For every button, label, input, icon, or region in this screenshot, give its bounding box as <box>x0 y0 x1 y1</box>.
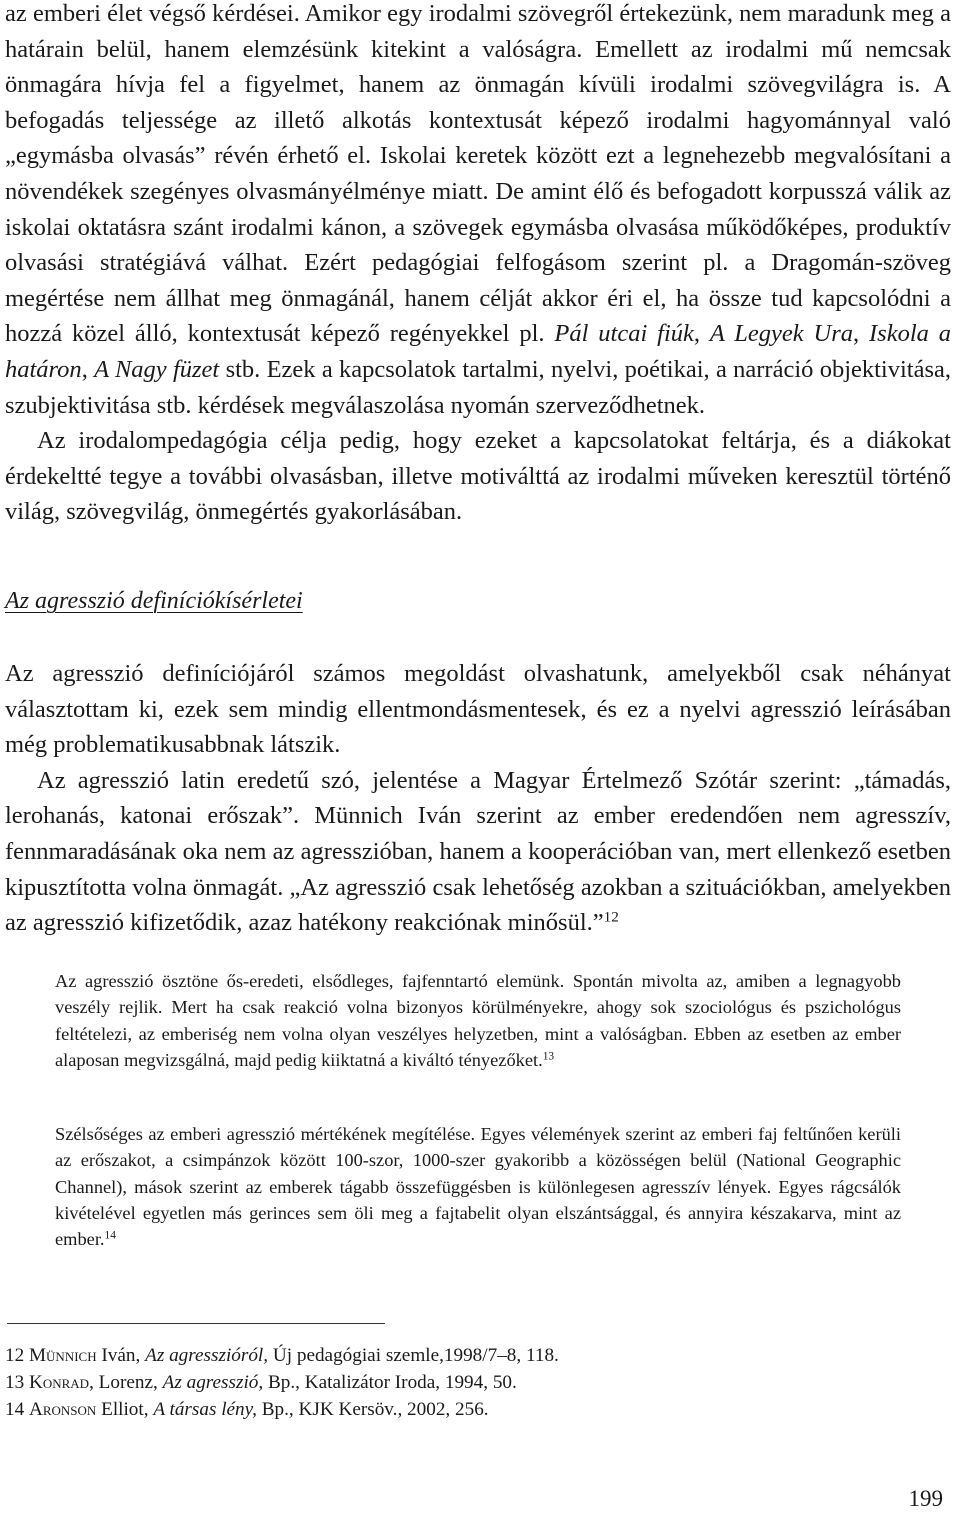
footnote-author-first: Iván, <box>101 1345 141 1366</box>
footnote-title: Az agresszió, <box>162 1372 264 1393</box>
book-title: Iskola a határon <box>5 320 952 383</box>
paragraph-3: Az agresszió definíciójáról számos megoldást olvashatunk, amelyekből csak néhányat választottam ki, ezek sem mindig ellentmondásmentesek, és ez a nyelvi agresszió leírásában még problematikusabbnak látszik. <box>5 660 951 759</box>
paragraph-1-tail: stb. Ezek a kapcsolatok tartalmi, nyelvi, poétikai, a narráció objektivitása, szubjektivitása stb. kérdések megválaszolása nyomán szerveződhetnek. <box>5 355 952 419</box>
paragraph-4-text: Az agresszió latin eredetű szó, jelentése a Magyar Értelmező Szótár szerint: „támadás, lerohanás, katonai erőszak”. Münnich Iván szerint az ember eredendően nem agresszív, fennmaradásának oka nem az agresszióban, hanem a kooperációban van, mert ellenkező esetben kipusztította volna önmagát. „Az agresszió csak lehetőség azokban a szituációkban, amelyekben az agresszió kifizetődik, azaz hatékony reakciónak minősül.” <box>5 766 951 937</box>
paragraph-4 <box>5 763 951 941</box>
footnote-author: Aronson <box>28 1399 97 1420</box>
block-quote-1 <box>55 968 901 1073</box>
footnote-14 <box>5 1398 489 1422</box>
paragraph-2: Az irodalompedagógia célja pedig, hogy ezeket a kapcsolatokat feltárja, és a diákokat érdekeltté tegye a további olvasásban, illetve motiválttá az irodalmi műveken keresztül történő világ, szövegvilág, önmegértés gyakorlásában. <box>5 427 951 526</box>
footnote-number: 14 <box>5 1399 25 1420</box>
footnote-title: A társas lény, <box>153 1399 257 1420</box>
footnote-ref[interactable]: 13 <box>542 1050 555 1063</box>
footnote-ref[interactable]: 14 <box>104 1229 116 1242</box>
body-text-section <box>5 656 951 941</box>
footnote-source: Bp., KJK Kersöv., 2002, 256. <box>261 1399 489 1420</box>
section-heading: Az agresszió definíciókísérletei <box>5 588 303 614</box>
quote-2-text: Szélsőséges az emberi agresszió mértékének megítélése. Egyes vélemények szerint az emberi faj feltűnően kerüli az erőszakot, a csimpánzok között 100-szor, 1000-szer gyakoribb a közösségen belül (National Geographic Channel), mások szerint az emberek tágabb összefüggésben is különlegesen agresszív lények. Egyes rágcsálók kivételével egyetlen más gerinces sem öli meg a fajtabelit olyan elszántsággal, és annyira készakarva, mint az ember. <box>55 1124 901 1250</box>
footnote-author: Münnich <box>28 1345 97 1366</box>
footnote-source: Új pedagógiai szemle,1998/7–8, 118. <box>272 1345 559 1366</box>
book-title: Pál utcai fiúk <box>554 320 694 348</box>
paragraph-1: az emberi élet végső kérdései. Amikor egy irodalmi szövegről értekezünk, nem maradunk meg a határain belül, hanem elemzésünk kitekint a valóságra. Emellett az irodalmi mű nemcsak önmagára hívja fel a figyelmet, hanem az önmagán kívüli irodalmi szövegvilágra is. A befogadás teljessége az illető alkotás kontextusát képező irodalmi hagyománnyal való „egymásba olvasás” révén érhető el. Iskolai keretek között ezt a legnehezebb megvalósítani a növendékek szegényes olvasmányélménye miatt. De amint élő és befogadott korpusszá válik az iskolai oktatásra szánt irodalmi kánon, a szövegek egymásba olvasása működőképes, produktív olvasási stratégiává válhat. Ezért pedagógiai felfogásom szerint pl. a Dragomán-szöveg megértése nem állhat meg önmagánál, hanem célját akkor éri el, ha össze tud kapcsolódni a hozzá közel álló, kontextusát képező regényekkel pl. Pál utcai fiúk, A Legyek Ura, Iskola a határon, A Nagy füzet stb. Ezek a kapcsolatok tartalmi, nyelvi, poétikai, a narráció objektivitása, szubjektivitása stb. kérdések megválaszolása nyomán szerveződhetnek. <box>5 0 952 419</box>
page-number: 199 <box>908 1486 943 1511</box>
footnote-13 <box>5 1371 517 1395</box>
paragraph-1-text: az emberi élet végső kérdései. Amikor egy irodalmi szövegről értekezünk, nem maradunk meg a határain belül, hanem elemzésünk kitekint a valóságra. Emellett az irodalmi mű nemcsak önmagára hívja fel a figyelmet, hanem az önmagán kívüli irodalmi szövegvilágra is. A befogadás teljessége az illető alkotás kontextusát képező irodalmi hagyománnyal való „egymásba olvasás” révén érhető el. Iskolai keretek között ezt a legnehezebb megvalósítani a növendékek szegényes olvasmányélménye miatt. De amint élő és befogadott korpusszá válik az iskolai oktatásra szánt irodalmi kánon, a szövegek egymásba olvasása működőképes, produktív olvasási stratégiává válhat. Ezért pedagógiai felfogásom szerint pl. a Dragomán-szöveg megértése nem állhat meg önmagánál, hanem célját akkor éri el, ha össze tud kapcsolódni a hozzá közel álló, kontextusát képező regényekkel pl. <box>5 0 951 348</box>
footnote-author-first: Elliot, <box>101 1399 149 1420</box>
footnote-source: Bp., Katalizátor Iroda, 1994, 50. <box>267 1372 517 1393</box>
block-quote-2 <box>55 1121 901 1252</box>
footnote-number: 13 <box>5 1372 25 1393</box>
quote-1-text: Az agresszió ösztöne ős-eredeti, elsődleges, fajfenntartó elemünk. Spontán mivolta az, amiben a legnagyobb veszély rejlik. Mert ha csak reakció volna bizonyos körülményekre, ahogy sok szociológus és pszichológus feltételezi, az emberiség nem volna olyan veszélyes helyzetben, mint a valóságban. Ebben az esetben az ember alaposan megvizsgálná, majd pedig kiiktatná a kiváltó tényezőket. <box>55 971 901 1070</box>
footnote-number: 12 <box>5 1345 25 1366</box>
footnote-divider <box>7 1323 385 1324</box>
book-title: A Legyek Ura <box>709 320 854 348</box>
body-text-top <box>5 0 951 530</box>
book-title: A Nagy füzet <box>94 355 220 383</box>
footnote-ref[interactable]: 12 <box>603 908 619 926</box>
footnote-author-first: , Lorenz, <box>89 1372 158 1393</box>
footnote-12 <box>5 1344 559 1368</box>
footnote-author: Konrad <box>28 1372 90 1393</box>
footnote-title: Az agresszióról, <box>145 1345 269 1366</box>
